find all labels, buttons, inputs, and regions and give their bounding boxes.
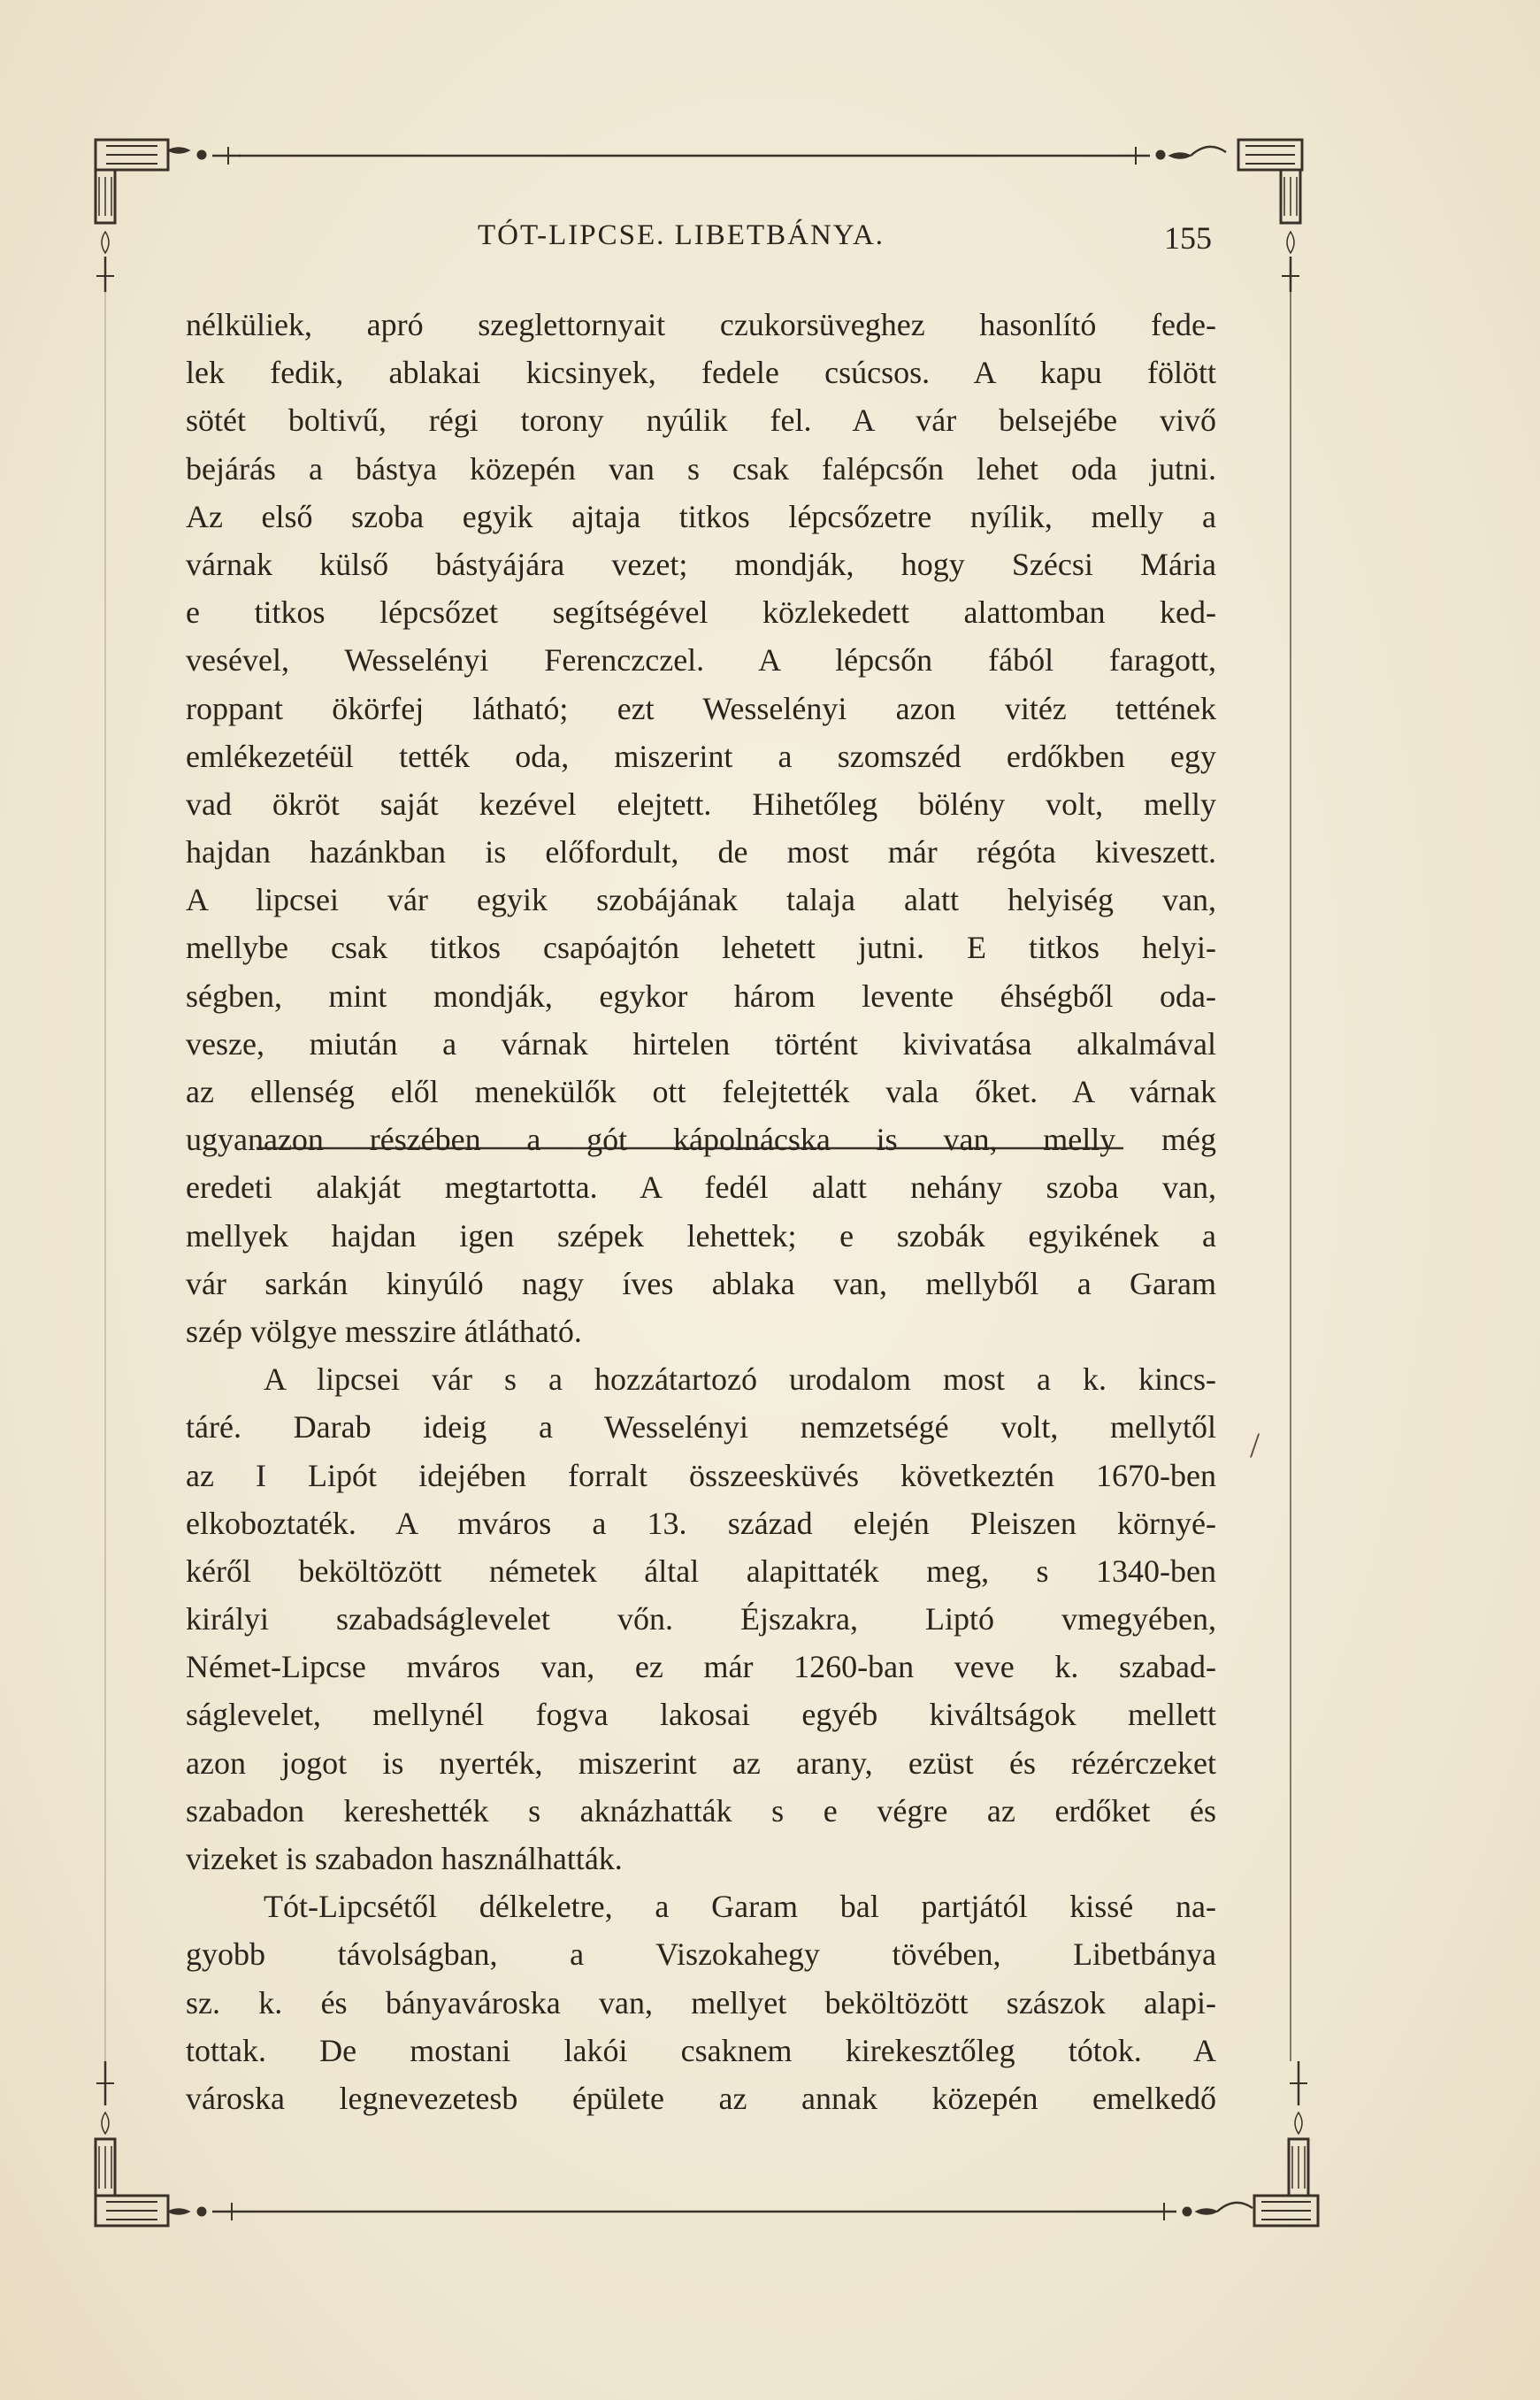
margin-mark: /: [1250, 1425, 1260, 1465]
text-line: tottak. De mostani lakói csaknem kirekesztőleg tótok. A: [186, 2032, 1216, 2068]
text-line: szép völgye messzire átlátható.: [186, 1313, 582, 1349]
text-line: királyi szabadságlevelet vőn. Éjszakra, Liptó vmegyében,: [186, 1601, 1216, 1637]
text-line: Tót-Lipcsétől délkeletre, a Garam bal partjától kissé na-: [264, 1889, 1216, 1925]
text-line: sz. k. és bányavároska van, mellyet beköltözött szászok alapi-: [186, 1984, 1216, 2020]
text-line: A lipcsei vár egyik szobájának talaja alatt helyiség van,: [186, 882, 1216, 918]
text-line: ságlevelet, mellynél fogva lakosai egyéb kiváltságok mellett: [186, 1697, 1216, 1733]
text-line: gyobb távolságban, a Viszokahegy tövében, Libetbánya: [186, 1936, 1216, 1973]
running-head: [186, 219, 1212, 272]
text-line: azon jogot is nyerték, miszerint az arany, ezüst és rézérczeket: [186, 1744, 1216, 1781]
text-line: kéről beköltözött németek által alapittaték meg, s 1340-ben: [186, 1553, 1216, 1589]
text-line: ugyanazon részében a gót kápolnácska is van, melly még: [186, 1122, 1216, 1158]
text-line: városka legnevezetesb épülete az annak közepén emelkedő: [186, 2080, 1216, 2116]
text-line: az I Lipót idejében forralt összeesküvés következtén 1670-ben: [186, 1457, 1216, 1493]
body-text: [186, 301, 1216, 2122]
text-line: eredeti alakját megtartotta. A fedél alatt nehány szoba van,: [186, 1169, 1216, 1206]
text-line: Német-Lipcse mváros van, ez már 1260-ban veve k. szabad-: [186, 1649, 1216, 1685]
text-line: elkoboztaték. A mváros a 13. század elején Pleiszen környé-: [186, 1505, 1216, 1541]
text-line: A lipcsei vár s a hozzátartozó urodalom most a k. kincs-: [264, 1361, 1216, 1398]
text-line: szabadon kereshették s aknázhatták s e végre az erdőket és: [186, 1792, 1216, 1829]
text-line: lek fedik, ablakai kicsinyek, fedele csúcsos. A kapu fölött: [186, 355, 1216, 391]
text-line: mellybe csak titkos csapóajtón lehetett jutni. E titkos helyi-: [186, 930, 1216, 966]
text-line: e titkos lépcsőzet segítségével közlekedett alattomban ked-: [186, 594, 1216, 631]
text-line: vesze, miután a várnak hirtelen történt kivivatása alkalmával: [186, 1025, 1216, 1062]
text-line: Az első szoba egyik ajtaja titkos lépcsőzetre nyílik, melly a: [186, 498, 1216, 534]
running-title: TÓT-LIPCSE. LIBETBÁNYA.: [478, 219, 885, 251]
page-number: 155: [1164, 220, 1212, 256]
text-line: táré. Darab ideig a Wesselényi nemzetségé volt, mellytől: [186, 1409, 1216, 1445]
text-line: vizeket is szabadon használhatták.: [186, 1841, 623, 1876]
text-line: vad ökröt saját kezével elejtett. Hihetőleg bölény volt, melly: [186, 786, 1216, 822]
text-line: emlékezetéül tették oda, miszerint a szomszéd erdőkben egy: [186, 738, 1216, 774]
text-line: az ellenség elől menekülők ott felejtették vala őket. A várnak: [186, 1074, 1216, 1109]
text-line: bejárás a bástya közepén van s csak falépcsőn lehet oda jutni.: [186, 450, 1216, 487]
text-line: sötét boltivű, régi torony nyúlik fel. A vár belsejébe vivő: [186, 403, 1216, 439]
text-line: mellyek hajdan igen szépek lehettek; e szobák egyikének a: [186, 1217, 1216, 1254]
text-line: vesével, Wesselényi Ferenczczel. A lépcsőn fából faragott,: [186, 642, 1216, 679]
text-line: vár sarkán kinyúló nagy íves ablaka van, mellyből a Garam: [186, 1265, 1216, 1301]
text-line: roppant ökörfej látható; ezt Wesselényi azon vitéz tettének: [186, 690, 1216, 726]
text-line: hajdan hazánkban is előfordult, de most már régóta kiveszett.: [186, 834, 1216, 870]
text-line: nélküliek, apró szeglettornyait czukorsüveghez hasonlító fede-: [186, 307, 1216, 342]
text-line: várnak külső bástyájára vezet; mondják, hogy Szécsi Mária: [186, 546, 1216, 582]
text-line: ségben, mint mondják, egykor három levente éhségből oda-: [186, 978, 1216, 1014]
